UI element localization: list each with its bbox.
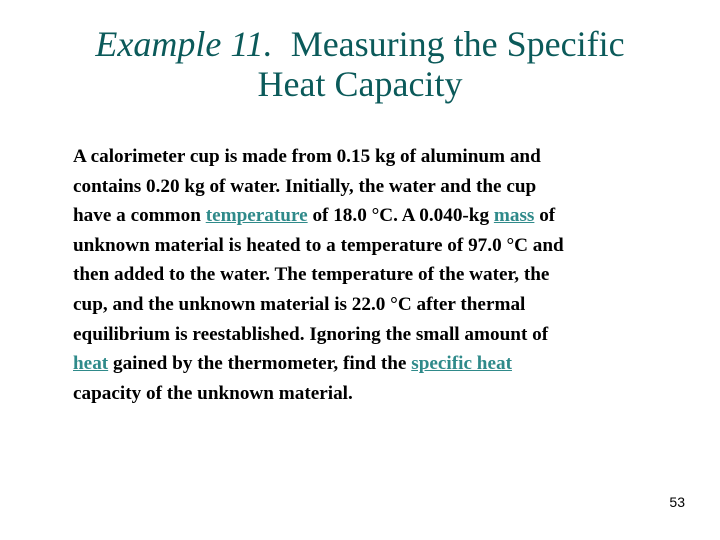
body-line-6: cup, and the unknown material is 22.0 °C after thermal bbox=[73, 293, 526, 315]
body-text: of bbox=[534, 205, 556, 227]
body-line-4: unknown material is heated to a temperature of 97.0 °C and bbox=[73, 234, 564, 256]
body-line-9: capacity of the unknown material. bbox=[73, 382, 353, 404]
body-line-5: then added to the water. The temperature of the water, the bbox=[73, 264, 550, 286]
title-line-1 bbox=[0, 24, 720, 64]
page-number: 53 bbox=[669, 494, 685, 510]
body-line-2: contains 0.20 kg of water. Initially, the water and the cup bbox=[73, 175, 537, 197]
body-line-1: A calorimeter cup is made from 0.15 kg of aluminum and bbox=[73, 146, 541, 167]
temperature-link[interactable]: temperature bbox=[205, 205, 308, 227]
title-text: Measuring the Specific bbox=[290, 24, 625, 64]
body-line-3 bbox=[73, 201, 693, 231]
body-line-7: equilibrium is reestablished. Ignoring the small amount of bbox=[73, 323, 549, 345]
problem-statement bbox=[73, 142, 693, 408]
mass-link[interactable]: mass bbox=[493, 205, 535, 227]
body-text: of 18.0 °C. A 0.040-kg bbox=[307, 205, 494, 227]
body-text: gained by the thermometer, find the bbox=[108, 353, 412, 375]
title-line-2: Heat Capacity bbox=[257, 64, 463, 104]
example-label: Example 11. bbox=[95, 24, 273, 64]
slide-title bbox=[0, 24, 720, 104]
heat-link[interactable]: heat bbox=[73, 353, 109, 375]
specific-heat-link[interactable]: specific heat bbox=[411, 353, 512, 375]
body-text: have a common bbox=[73, 205, 206, 227]
body-line-8 bbox=[73, 349, 693, 379]
